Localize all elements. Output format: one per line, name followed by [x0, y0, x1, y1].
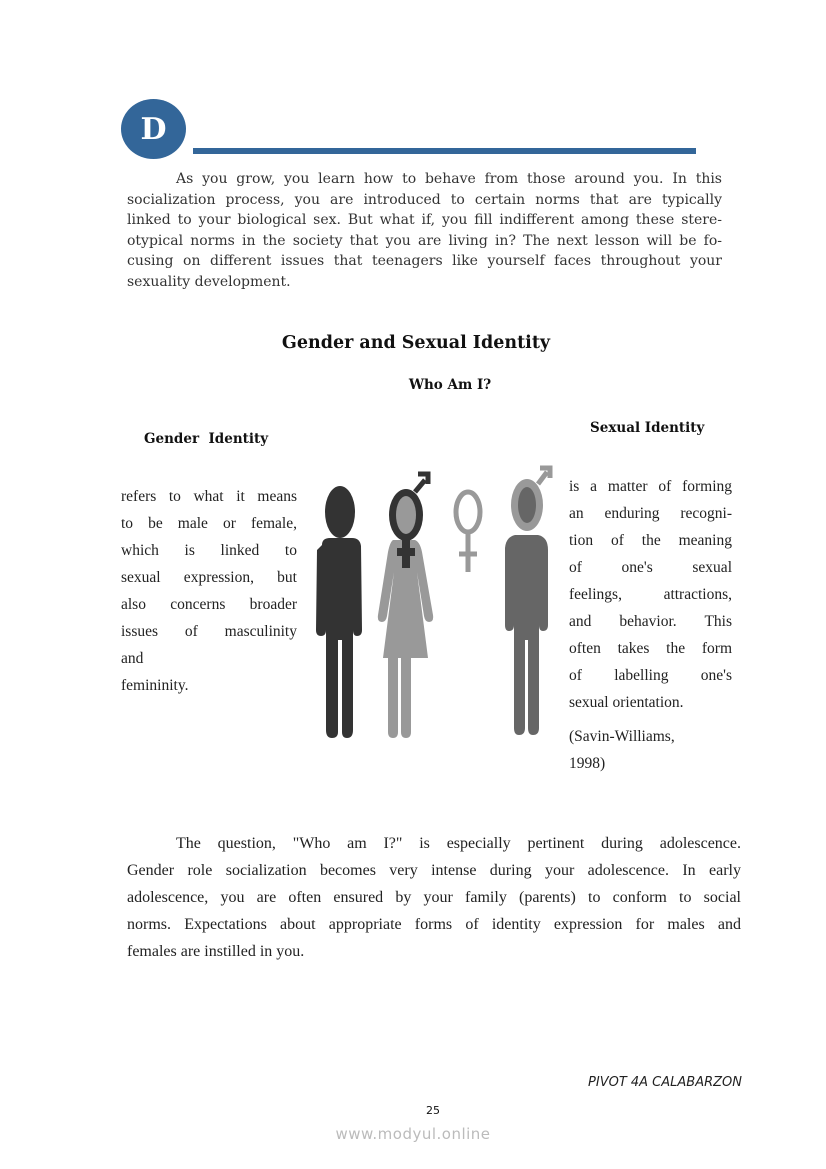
- intro-paragraph: [127, 169, 722, 293]
- definition-line: which is linked to: [121, 542, 297, 559]
- citation: [569, 723, 732, 777]
- section-rule: [193, 148, 696, 154]
- definition-line: and behavior. This: [569, 613, 732, 630]
- section-badge: [121, 99, 186, 159]
- closing-paragraph: [127, 830, 741, 965]
- definition-line: of one's sexual: [569, 559, 732, 576]
- female-figure-icon: [378, 474, 433, 738]
- citation-line: 1998): [569, 755, 606, 772]
- closing-line: females are instilled in you.: [127, 943, 305, 960]
- definition-line: an enduring recogni-: [569, 505, 732, 522]
- definition-line: tion of the meaning: [569, 532, 732, 549]
- sexual-identity-definition: [569, 473, 732, 716]
- intro-line: otypical norms in the society that you are living in? The next lesson will be fo-: [127, 232, 722, 249]
- transgender-figure-icon: [505, 468, 550, 735]
- definition-line: and: [121, 650, 144, 667]
- male-figure-icon: [316, 486, 362, 738]
- gender-figures-illustration: [300, 460, 570, 750]
- gender-identity-definition: [121, 483, 297, 699]
- footer-series: PIVOT 4A CALABARZON: [588, 1075, 742, 1090]
- intro-line: cusing on different issues that teenagers like yourself faces throughout your: [127, 253, 722, 270]
- definition-line: of labelling one's: [569, 667, 732, 684]
- definition-line: sexual orientation.: [569, 694, 684, 711]
- definition-line: often takes the form: [569, 640, 732, 657]
- intro-line: linked to your biological sex. But what if, you fill indifferent among these stere-: [127, 212, 722, 229]
- definition-line: also concerns broader: [121, 596, 297, 613]
- definition-line: is a matter of forming: [569, 478, 732, 495]
- definition-line: refers to what it means: [121, 488, 297, 505]
- section-letter: D: [140, 111, 167, 147]
- definition-line: issues of masculinity: [121, 623, 297, 640]
- closing-line: The question, "Who am I?" is especially pertinent during adolescence.: [176, 835, 741, 852]
- closing-line: norms. Expectations about appropriate forms of identity expression for males and: [127, 916, 741, 933]
- page-title: Gender and Sexual Identity: [281, 333, 551, 353]
- female-symbol-icon: [456, 492, 480, 572]
- intro-line: socialization process, you are introduced to certain norms that are typically: [127, 191, 722, 208]
- definition-line: feelings, attractions,: [569, 586, 732, 603]
- sexual-identity-heading: Sexual Identity: [590, 420, 705, 436]
- definition-line: sexual expression, but: [121, 569, 297, 586]
- subtitle: Who Am I?: [408, 377, 492, 393]
- watermark: www.modyul.online: [335, 1125, 491, 1143]
- citation-line: (Savin-Williams,: [569, 728, 675, 745]
- intro-line: sexuality development.: [127, 273, 291, 290]
- definition-line: to be male or female,: [121, 515, 297, 532]
- intro-line: As you grow, you learn how to behave from those around you. In this: [176, 171, 722, 187]
- page-number: 25: [426, 1104, 440, 1117]
- gender-identity-heading: Gender Identity: [144, 431, 269, 447]
- definition-line: femininity.: [121, 677, 189, 694]
- closing-line: adolescence, you are often ensured by your family (parents) to conform to social: [127, 889, 741, 906]
- closing-line: Gender role socialization becomes very intense during your adolescence. In early: [127, 862, 741, 879]
